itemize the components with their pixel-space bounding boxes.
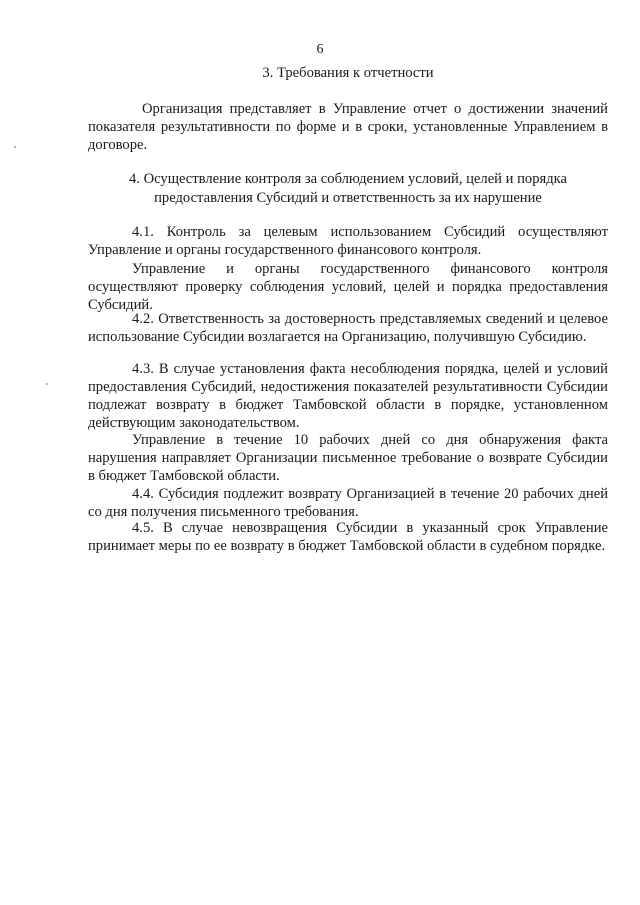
scan-speck bbox=[14, 146, 16, 148]
section-3-heading: 3. Требования к отчетности bbox=[262, 65, 434, 81]
paragraph-4-2: 4.2. Ответственность за достоверность представляемых сведений и целевое использование Субсидии возлагается на Организацию, получившую Субсидию. bbox=[88, 311, 608, 345]
page-number: 6 bbox=[316, 42, 324, 57]
paragraph-4-1: 4.1. Контроль за целевым использованием Субсидий осуществляют Управление и органы государственного финансового контроля. bbox=[88, 224, 608, 258]
scan-speck bbox=[46, 383, 48, 385]
paragraph-4-3-continued: Управление в течение 10 рабочих дней со дня обнаружения факта нарушения направляет Организации письменное требование о возврате Субсидии в бюджет Тамбовской области. bbox=[88, 432, 608, 484]
paragraph-4-1-continued: Управление и органы государственного финансового контроля осуществляют проверку соблюдения условий, целей и порядка предоставления Субсидий. bbox=[88, 261, 608, 313]
section-3-paragraph: Организация представляет в Управление отчет о достижении значений показателя результативности по форме и в сроки, установленные Управлением в договоре. bbox=[88, 101, 608, 153]
section-4-heading: 4. Осуществление контроля за соблюдением условий, целей и порядка предоставления Субсидий и ответственность за их нарушение bbox=[129, 171, 567, 206]
paragraph-4-3: 4.3. В случае установления факта несоблюдения порядка, целей и условий предоставления Субсидий, недостижения показателей результативности Субсидии подлежат возврату в бюджет Тамбовской области в порядке, установленном действующим законодательством. bbox=[88, 361, 608, 431]
paragraph-4-5: 4.5. В случае невозвращения Субсидии в указанный срок Управление принимает меры по ее возврату в бюджет Тамбовской области в судебном порядке. bbox=[88, 520, 608, 554]
paragraph-4-4: 4.4. Субсидия подлежит возврату Организацией в течение 20 рабочих дней со дня получения письменного требования. bbox=[88, 486, 608, 520]
